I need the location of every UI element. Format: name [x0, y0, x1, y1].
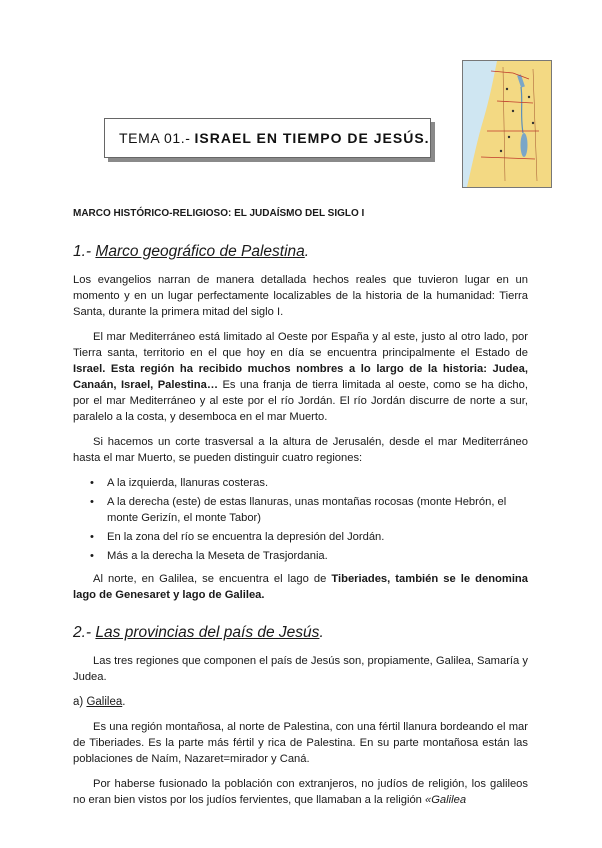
palestine-map-image: [462, 60, 552, 188]
paragraph-4-a: Al norte, en Galilea, se encuentra el lago de: [93, 573, 327, 585]
paragraph-5: Las tres regiones que componen el país de Jesús son, propiamente, Galilea, Samaría y Judea.: [73, 655, 528, 683]
subheading-galilea: [73, 694, 528, 710]
subheading-prefix: a): [73, 696, 84, 708]
heading-1-dot: .: [304, 243, 310, 260]
paragraph-2-a: El mar Mediterráneo está limitado al Oeste por España y al este, justo al otro lado, por Tierra santa, territorio en el que hoy en día se encuentra principalmente el Estado de: [73, 331, 528, 359]
heading-1-text: Marco geográfico de Palestina: [95, 243, 305, 260]
list-item: [90, 529, 528, 545]
bullet-icon: •: [90, 531, 94, 543]
paragraph-3: Si hacemos un corte trasversal a la altura de Jerusalén, desde el mar Mediterráneo hasta el mar Muerto, se pueden distinguir cuatro regiones:: [73, 436, 528, 464]
list-item: [90, 548, 528, 564]
title-box: [104, 118, 431, 158]
heading-2-dot: .: [319, 624, 324, 641]
section-label: MARCO HISTÓRICO-RELIGIOSO: EL JUDAÍSMO DEL SIGLO I: [73, 208, 365, 219]
paragraph-2: [73, 329, 528, 425]
heading-1: [73, 244, 528, 260]
title-prefix: TEMA 01.-: [119, 130, 191, 146]
list-item-text: En la zona del río se encuentra la depresión del Jordán.: [107, 531, 385, 543]
heading-2: [73, 625, 528, 641]
mediterranean-sea: [463, 61, 497, 187]
page-title: ISRAEL EN TIEMPO DE JESÚS.: [194, 130, 430, 146]
paragraph-6: Es una región montañosa, al norte de Palestina, con una fértil llanura bordeando el mar de Tiberiades. Es la parte más fértil y rica de Palestina. En su parte montañosa están las poblaciones de Naím, Nazaret=mirador y Caná.: [73, 721, 528, 765]
paragraph-4: [73, 571, 528, 603]
dead-sea: [521, 133, 528, 157]
heading-2-number: 2.-: [73, 624, 92, 641]
list-item-text: Más a la derecha la Meseta de Trasjordania.: [107, 550, 328, 562]
list-item-text: A la derecha (este) de estas llanuras, unas montañas rocosas (monte Hebrón, el monte Gerizín, el monte Tabor): [107, 496, 507, 524]
paragraph-4-bold: Tiberiades, también se le denomina lago de Genesaret y lago de Galilea.: [73, 573, 528, 601]
paragraph-2-bold: Israel. Esta región ha recibido muchos nombres a lo largo de la historia: Judea, Canaán, Israel, Palestina…: [73, 363, 528, 391]
bullet-icon: •: [90, 550, 94, 562]
list-item: [90, 494, 528, 526]
jordan-river: [521, 87, 523, 133]
bullet-icon: •: [90, 496, 94, 508]
map-illustration: [463, 61, 551, 187]
paragraph-2-c: Es una franja de tierra limitada al oeste, como se ha dicho, por el mar Mediterráneo y al este por el río Jordán. El río Jordán discurre de norte a sur, paralelo a la costa, y desemboca en el mar Muerto.: [73, 379, 528, 423]
heading-1-number: 1.-: [73, 243, 92, 260]
regions-list: [73, 475, 528, 564]
paragraph-7-a: Por haberse fusionado la población con extranjeros, no judíos de religión, los galileos no eran bien vistos por los judíos fervientes, que llamaban a la religión: [73, 778, 528, 806]
list-item-text: A la izquierda, llanuras costeras.: [107, 477, 269, 489]
bullet-icon: •: [90, 477, 94, 489]
subheading-label: Galilea: [86, 696, 123, 708]
paragraph-7-italic: «Galilea: [425, 794, 467, 806]
paragraph-1: Los evangelios narran de manera detallada hechos reales que tuvieron lugar en un momento y en un lugar perfectamente localizables de la historia de la humanidad: Tierra Santa, durante la primera mitad del siglo I.: [73, 274, 528, 318]
paragraph-7: [73, 776, 528, 808]
heading-2-text: Las provincias del país de Jesús: [95, 624, 320, 641]
document-body: [73, 206, 528, 817]
subheading-dot: .: [122, 696, 126, 708]
list-item: [90, 475, 528, 491]
